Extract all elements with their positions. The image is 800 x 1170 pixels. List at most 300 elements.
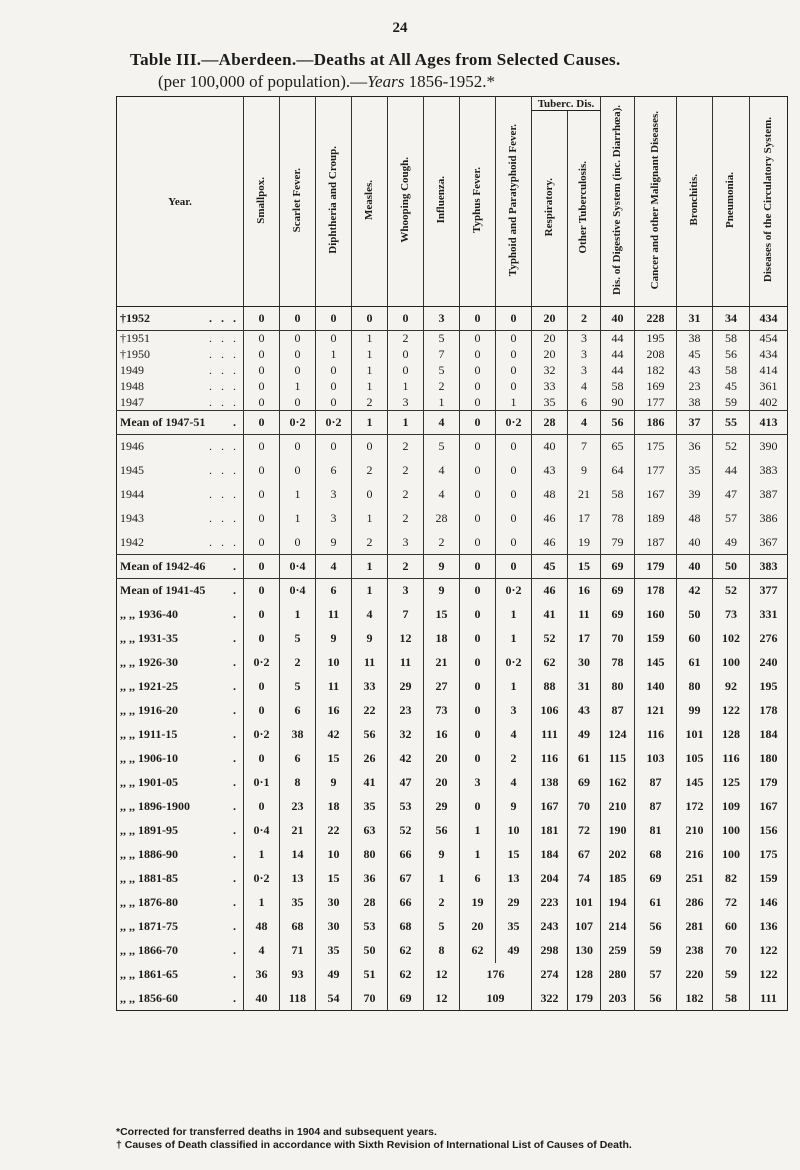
table-cell: 62: [388, 963, 424, 987]
table-cell: 43: [568, 699, 601, 723]
table-cell: 109: [713, 795, 750, 819]
table-cell: 69: [601, 579, 635, 603]
table-cell: 32: [532, 363, 568, 379]
table-cell: 74: [568, 867, 601, 891]
table-row: [117, 747, 788, 771]
table-cell: 210: [677, 819, 713, 843]
row-label-dots: .: [233, 919, 239, 933]
table-cell: 12: [388, 627, 424, 651]
table-cell: 20: [424, 771, 460, 795]
table-cell: 6: [280, 699, 316, 723]
row-label: [117, 675, 244, 699]
table-cell: 16: [316, 699, 352, 723]
row-label-text: †1952: [120, 311, 150, 325]
table-cell: 177: [635, 459, 677, 483]
table-cell: 46: [532, 531, 568, 555]
table-cell: 9: [424, 555, 460, 579]
table-cell: 10: [316, 843, 352, 867]
table-cell: 184: [532, 843, 568, 867]
table-cell: 35: [496, 915, 532, 939]
table-cell: 49: [496, 939, 532, 963]
table-cell: 20: [532, 307, 568, 331]
table-cell: 35: [532, 395, 568, 411]
table-cell: 58: [713, 331, 750, 347]
table-cell: 73: [713, 603, 750, 627]
row-label: [117, 459, 244, 483]
table-cell: 0·2: [316, 411, 352, 435]
table-cell: 42: [388, 747, 424, 771]
table-cell: 78: [601, 507, 635, 531]
table-cell: 0: [460, 307, 496, 331]
table-cell: 146: [750, 891, 788, 915]
table-cell: 1: [352, 331, 388, 347]
table-cell: 10: [316, 651, 352, 675]
row-label-dots: .: [233, 895, 239, 909]
row-label: [117, 307, 244, 331]
row-label-dots: .: [233, 871, 239, 885]
table-cell: 0: [460, 363, 496, 379]
row-label: [117, 963, 244, 987]
table-cell: 56: [635, 987, 677, 1011]
table-cell: 62: [532, 651, 568, 675]
row-label-text: Mean of 1942-46: [120, 559, 206, 573]
table-cell: 1: [424, 395, 460, 411]
table-cell: 0: [460, 379, 496, 395]
table-cell: 5: [424, 435, 460, 459]
row-label-dots: . . .: [209, 311, 239, 325]
table-row: [117, 531, 788, 555]
row-label-text: ,, ,, 1891-95: [120, 823, 178, 837]
table-cell: 68: [280, 915, 316, 939]
row-label-text: ,, ,, 1886-90: [120, 847, 178, 861]
table-cell: 274: [532, 963, 568, 987]
table-cell: 5: [424, 331, 460, 347]
row-label-dots: . . .: [209, 331, 239, 346]
table-cell: 190: [601, 819, 635, 843]
table-cell: 1: [352, 507, 388, 531]
table-cell: 2: [352, 531, 388, 555]
table-cell: 1: [280, 379, 316, 395]
table-cell: 59: [713, 395, 750, 411]
table-cell: 0: [496, 379, 532, 395]
table-cell: 36: [244, 963, 280, 987]
table-cell: 44: [601, 331, 635, 347]
table-cell: 92: [713, 675, 750, 699]
table-cell: 22: [352, 699, 388, 723]
table-cell: 12: [424, 963, 460, 987]
table-cell: 0: [280, 531, 316, 555]
table-cell: 46: [532, 507, 568, 531]
row-label-text: 1947: [120, 394, 144, 409]
table-cell: 0: [460, 723, 496, 747]
table-cell: 15: [568, 555, 601, 579]
row-label-text: ,, ,, 1916-20: [120, 703, 178, 717]
table-cell: 39: [677, 483, 713, 507]
row-label-dots: . . .: [209, 379, 239, 393]
table-cell: 167: [635, 483, 677, 507]
table-cell: 3: [568, 363, 601, 379]
table-cell: 216: [677, 843, 713, 867]
digestive-header: Dis. of Digestive System (inc. Diarrhœa).: [601, 97, 635, 307]
table-cell: 48: [244, 915, 280, 939]
table-cell: 57: [635, 963, 677, 987]
table-cell: 101: [677, 723, 713, 747]
table-cell: 0: [244, 331, 280, 347]
table-cell: 0: [460, 579, 496, 603]
table-cell: 4: [568, 411, 601, 435]
table-cell: 361: [750, 379, 788, 395]
row-label-text: ,, ,, 1906-10: [120, 751, 178, 765]
table-cell: 259: [601, 939, 635, 963]
table-cell: 5: [424, 915, 460, 939]
table-cell: 240: [750, 651, 788, 675]
subtitle-prefix: (per 100,000 of population).—: [158, 72, 368, 91]
scarlet-fever-header: Scarlet Fever.: [280, 97, 316, 307]
other-tuberculosis-header: Other Tuberculosis.: [568, 111, 601, 307]
row-label-text: †1950: [120, 347, 150, 361]
table-cell: 56: [635, 915, 677, 939]
table-cell: 48: [677, 507, 713, 531]
table-cell: 52: [388, 819, 424, 843]
table-cell: 0·1: [244, 771, 280, 795]
table-cell: 0: [244, 347, 280, 363]
table-row: [117, 379, 788, 395]
row-label-text: ,, ,, 1876-80: [120, 895, 178, 909]
table-cell: 182: [635, 363, 677, 379]
table-cell: 9: [424, 579, 460, 603]
table-cell: 0·2: [496, 411, 532, 435]
table-cell: 90: [601, 395, 635, 411]
circulatory-header: Diseases of the Circulatory System.: [750, 97, 788, 307]
row-label-text: †1951: [120, 331, 150, 346]
table-cell: 29: [424, 795, 460, 819]
table-row: [117, 331, 788, 347]
table-cell: 44: [713, 459, 750, 483]
table-cell: 28: [424, 507, 460, 531]
table-cell: 4: [424, 459, 460, 483]
table-cell: 125: [713, 771, 750, 795]
table-cell: 28: [532, 411, 568, 435]
footnote-corrected: *Corrected for transferred deaths in 1904 and subsequent years.: [116, 1126, 437, 1138]
table-cell: 35: [280, 891, 316, 915]
table-cell: 61: [635, 891, 677, 915]
table-cell: 0: [352, 307, 388, 331]
table-cell: 9: [352, 627, 388, 651]
table-cell: 180: [750, 747, 788, 771]
table-cell: 9: [316, 627, 352, 651]
row-label-dots: . . .: [209, 347, 239, 361]
page-number: 24: [392, 20, 408, 36]
table-cell: 30: [568, 651, 601, 675]
table-cell: 102: [713, 627, 750, 651]
table-cell: 70: [352, 987, 388, 1011]
table-cell: 33: [532, 379, 568, 395]
table-cell: 0: [460, 747, 496, 771]
footnote-classification: † Causes of Death classified in accordance with Sixth Revision of International List of Causes of Death.: [116, 1139, 632, 1151]
table-cell: 49: [316, 963, 352, 987]
table-cell: 61: [568, 747, 601, 771]
table-cell: 122: [713, 699, 750, 723]
measles-header: Measles.: [352, 97, 388, 307]
table-cell: 162: [601, 771, 635, 795]
table-cell: 0: [460, 555, 496, 579]
row-label-text: ,, ,, 1911-15: [120, 727, 178, 741]
table-cell: 238: [677, 939, 713, 963]
table-cell: 3: [316, 483, 352, 507]
table-cell: 0: [460, 435, 496, 459]
smallpox-header: Smallpox.: [244, 97, 280, 307]
table-cell: 0: [496, 331, 532, 347]
table-cell: 15: [424, 603, 460, 627]
row-label-dots: .: [233, 415, 239, 429]
table-cell: 169: [635, 379, 677, 395]
table-cell: 0: [280, 459, 316, 483]
table-cell: 2: [280, 651, 316, 675]
row-label-dots: .: [233, 559, 239, 573]
row-label: [117, 819, 244, 843]
table-cell: 9: [496, 795, 532, 819]
table-row: [117, 363, 788, 379]
table-cell: 0: [388, 347, 424, 363]
table-cell: 6: [460, 867, 496, 891]
table-cell: 167: [750, 795, 788, 819]
table-cell: 7: [568, 435, 601, 459]
table-cell: 64: [601, 459, 635, 483]
table-cell: 178: [750, 699, 788, 723]
table-cell: 175: [750, 843, 788, 867]
table-cell: 176: [460, 963, 532, 987]
table-cell: 145: [635, 651, 677, 675]
table-cell: 19: [460, 891, 496, 915]
respiratory-header: Respiratory.: [532, 111, 568, 307]
row-label: [117, 531, 244, 555]
table-cell: 30: [316, 891, 352, 915]
table-cell: 1: [496, 675, 532, 699]
table-cell: 0: [460, 411, 496, 435]
table-cell: 3: [568, 331, 601, 347]
table-cell: 0: [244, 531, 280, 555]
table-cell: 1: [460, 843, 496, 867]
table-cell: 100: [713, 843, 750, 867]
table-cell: 9: [316, 771, 352, 795]
table-cell: 145: [677, 771, 713, 795]
cancer-header: Cancer and other Malignant Diseases.: [635, 97, 677, 307]
row-label-text: ,, ,, 1931-35: [120, 631, 178, 645]
row-label-text: ,, ,, 1861-65: [120, 967, 178, 981]
table-cell: 87: [601, 699, 635, 723]
table-cell: 454: [750, 331, 788, 347]
typhus-header: Typhus Fever.: [460, 97, 496, 307]
row-label: [117, 987, 244, 1011]
table-cell: 53: [388, 795, 424, 819]
table-cell: 19: [568, 531, 601, 555]
table-cell: 138: [532, 771, 568, 795]
table-cell: 99: [677, 699, 713, 723]
table-cell: 322: [532, 987, 568, 1011]
table-cell: 13: [496, 867, 532, 891]
row-label-dots: .: [233, 727, 239, 741]
row-label-text: ,, ,, 1926-30: [120, 655, 178, 669]
table-cell: 280: [601, 963, 635, 987]
row-label-text: 1949: [120, 363, 144, 377]
row-label: [117, 723, 244, 747]
table-cell: 0: [244, 395, 280, 411]
table-cell: 82: [713, 867, 750, 891]
table-cell: 383: [750, 555, 788, 579]
table-cell: 194: [601, 891, 635, 915]
table-cell: 56: [713, 347, 750, 363]
table-cell: 11: [316, 675, 352, 699]
table-cell: 46: [532, 579, 568, 603]
table-cell: 56: [352, 723, 388, 747]
table-cell: 1: [424, 867, 460, 891]
row-label-text: 1944: [120, 487, 144, 501]
table-cell: 0: [388, 307, 424, 331]
table-row: [117, 867, 788, 891]
table-cell: 31: [568, 675, 601, 699]
row-label: [117, 435, 244, 459]
table-cell: 44: [601, 363, 635, 379]
table-cell: 0: [280, 395, 316, 411]
row-label-text: ,, ,, 1866-70: [120, 943, 178, 957]
table-cell: 185: [601, 867, 635, 891]
table-cell: 68: [635, 843, 677, 867]
table-cell: 105: [677, 747, 713, 771]
table-cell: 40: [677, 531, 713, 555]
table-row: [117, 939, 788, 963]
table-cell: 0: [280, 435, 316, 459]
table-cell: 0: [244, 379, 280, 395]
table-cell: 67: [388, 867, 424, 891]
table-cell: 0: [496, 531, 532, 555]
table-cell: 21: [568, 483, 601, 507]
table-cell: 1: [496, 603, 532, 627]
row-label-dots: .: [233, 823, 239, 837]
table-cell: 8: [424, 939, 460, 963]
table-cell: 66: [388, 843, 424, 867]
table-cell: 16: [424, 723, 460, 747]
table-cell: 0: [244, 411, 280, 435]
table-cell: 2: [388, 331, 424, 347]
table-cell: 0: [496, 507, 532, 531]
table-cell: 367: [750, 531, 788, 555]
table-cell: 1: [352, 363, 388, 379]
row-label-dots: .: [233, 703, 239, 717]
row-label-dots: . . .: [209, 487, 239, 501]
table-cell: 41: [352, 771, 388, 795]
table-cell: 179: [750, 771, 788, 795]
table-cell: 36: [352, 867, 388, 891]
table-cell: 49: [713, 531, 750, 555]
table-cell: 182: [677, 987, 713, 1011]
row-label: [117, 555, 244, 579]
table-cell: 109: [460, 987, 532, 1011]
table-cell: 0·4: [280, 555, 316, 579]
table-cell: 0: [496, 459, 532, 483]
table-row: [117, 307, 788, 331]
table-cell: 69: [601, 603, 635, 627]
table-cell: 159: [635, 627, 677, 651]
table-cell: 1: [352, 579, 388, 603]
table-cell: 1: [460, 819, 496, 843]
table-cell: 286: [677, 891, 713, 915]
table-cell: 181: [532, 819, 568, 843]
table-cell: 40: [677, 555, 713, 579]
table-cell: 3: [388, 531, 424, 555]
table-cell: 228: [635, 307, 677, 331]
tuberc-group-header: Tuberc. Dis.: [532, 97, 601, 111]
table-cell: 11: [388, 651, 424, 675]
table-cell: 93: [280, 963, 316, 987]
table-cell: 87: [635, 795, 677, 819]
table-cell: 0: [316, 307, 352, 331]
table-cell: 11: [316, 603, 352, 627]
table-cell: 220: [677, 963, 713, 987]
row-label: [117, 627, 244, 651]
table-cell: 9: [568, 459, 601, 483]
table-cell: 0: [460, 331, 496, 347]
bronchitis-header: Bronchitis.: [677, 97, 713, 307]
table-cell: 111: [750, 987, 788, 1011]
table-cell: 186: [635, 411, 677, 435]
table-cell: 121: [635, 699, 677, 723]
table-cell: 195: [750, 675, 788, 699]
table-cell: 20: [424, 747, 460, 771]
table-cell: 2: [352, 395, 388, 411]
table-row: [117, 963, 788, 987]
table-cell: 128: [713, 723, 750, 747]
table-cell: 2: [424, 379, 460, 395]
table-cell: 0: [244, 747, 280, 771]
table-cell: 0: [496, 307, 532, 331]
table-cell: 69: [568, 771, 601, 795]
table-cell: 69: [635, 867, 677, 891]
table-cell: 69: [601, 555, 635, 579]
table-cell: 5: [424, 363, 460, 379]
table-cell: 30: [316, 915, 352, 939]
table-row: [117, 795, 788, 819]
table-cell: 23: [388, 699, 424, 723]
table-cell: 15: [316, 867, 352, 891]
row-label: [117, 867, 244, 891]
table-cell: 1: [352, 555, 388, 579]
table-cell: 40: [532, 435, 568, 459]
table-cell: 0·2: [496, 579, 532, 603]
table-cell: 0·2: [496, 651, 532, 675]
table-cell: 0: [496, 347, 532, 363]
table-cell: 14: [280, 843, 316, 867]
table-cell: 23: [280, 795, 316, 819]
table-cell: 50: [677, 603, 713, 627]
table-cell: 208: [635, 347, 677, 363]
table-row: [117, 347, 788, 363]
row-label: [117, 331, 244, 347]
table-cell: 48: [532, 483, 568, 507]
row-label-dots: .: [233, 775, 239, 789]
table-cell: 17: [568, 627, 601, 651]
table-cell: 15: [316, 747, 352, 771]
table-cell: 0: [316, 379, 352, 395]
table-cell: 4: [424, 411, 460, 435]
table-cell: 59: [635, 939, 677, 963]
table-cell: 1: [388, 379, 424, 395]
table-row: [117, 987, 788, 1011]
row-label: [117, 411, 244, 435]
table-cell: 0: [352, 435, 388, 459]
influenza-header: Influenza.: [424, 97, 460, 307]
table-cell: 58: [713, 987, 750, 1011]
table-cell: 2: [496, 747, 532, 771]
